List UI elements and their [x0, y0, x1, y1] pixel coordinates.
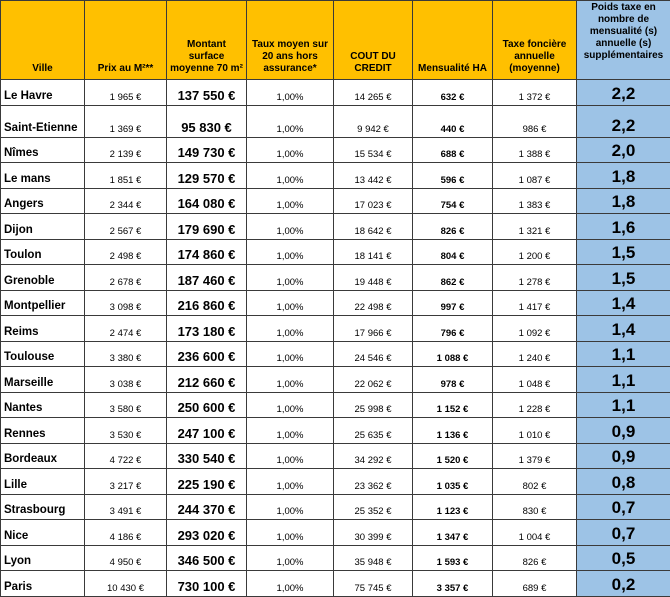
cell-mensualite: 1 136 €	[413, 418, 493, 444]
table-row	[1, 105, 670, 137]
cell-montant: 730 100 €	[167, 571, 247, 597]
cell-ville: Nice	[1, 520, 85, 546]
cell-taux: 1,00%	[247, 290, 334, 316]
cell-taxe: 1 004 €	[493, 520, 577, 546]
cell-prix: 2 344 €	[85, 188, 167, 214]
cell-montant: 216 860 €	[167, 290, 247, 316]
cell-prix: 3 491 €	[85, 494, 167, 520]
cell-taux: 1,00%	[247, 494, 334, 520]
cell-taux: 1,00%	[247, 341, 334, 367]
cell-mensualite: 997 €	[413, 290, 493, 316]
table-row	[1, 290, 670, 316]
cell-taux: 1,00%	[247, 520, 334, 546]
cell-ville: Nîmes	[1, 137, 85, 163]
cell-taxe: 826 €	[493, 545, 577, 571]
cell-mensualite: 632 €	[413, 80, 493, 106]
table-row	[1, 137, 670, 163]
cell-taxe: 1 087 €	[493, 163, 577, 189]
cell-poids: 1,5	[577, 239, 670, 265]
table-row	[1, 494, 670, 520]
cell-poids: 0,7	[577, 520, 670, 546]
cell-ville: Toulouse	[1, 341, 85, 367]
cell-poids: 1,4	[577, 290, 670, 316]
cell-taxe: 802 €	[493, 469, 577, 495]
cell-taxe: 1 010 €	[493, 418, 577, 444]
cell-mensualite: 1 520 €	[413, 443, 493, 469]
cell-prix: 1 851 €	[85, 163, 167, 189]
cell-mensualite: 862 €	[413, 265, 493, 291]
cell-mensualite: 1 152 €	[413, 392, 493, 418]
cell-prix: 2 678 €	[85, 265, 167, 291]
cell-prix: 2 498 €	[85, 239, 167, 265]
cell-montant: 129 570 €	[167, 163, 247, 189]
cell-mensualite: 1 347 €	[413, 520, 493, 546]
cell-montant: 247 100 €	[167, 418, 247, 444]
table-row	[1, 341, 670, 367]
cell-taxe: 1 379 €	[493, 443, 577, 469]
header-taux: Taux moyen sur 20 ans hors assurance*	[247, 1, 334, 80]
cell-taxe: 1 200 €	[493, 239, 577, 265]
cell-prix: 3 098 €	[85, 290, 167, 316]
cell-cout: 19 448 €	[334, 265, 413, 291]
cell-taxe: 1 240 €	[493, 341, 577, 367]
cell-taxe: 1 092 €	[493, 316, 577, 342]
table-row	[1, 392, 670, 418]
cell-cout: 24 546 €	[334, 341, 413, 367]
cell-poids: 1,1	[577, 367, 670, 393]
cell-cout: 25 635 €	[334, 418, 413, 444]
cell-taux: 1,00%	[247, 188, 334, 214]
table-row	[1, 367, 670, 393]
header-mensualite: Mensualité HA	[413, 1, 493, 80]
cell-poids: 1,6	[577, 214, 670, 240]
cell-ville: Paris	[1, 571, 85, 597]
cell-montant: 250 600 €	[167, 392, 247, 418]
cell-cout: 14 265 €	[334, 80, 413, 106]
cell-ville: Reims	[1, 316, 85, 342]
cell-ville: Saint-Etienne	[1, 105, 85, 137]
cell-taxe: 830 €	[493, 494, 577, 520]
cell-taux: 1,00%	[247, 469, 334, 495]
cell-montant: 187 460 €	[167, 265, 247, 291]
cell-taux: 1,00%	[247, 545, 334, 571]
cell-montant: 244 370 €	[167, 494, 247, 520]
header-cout: COUT DU CREDIT	[334, 1, 413, 80]
cell-montant: 179 690 €	[167, 214, 247, 240]
cell-prix: 1 965 €	[85, 80, 167, 106]
cell-prix: 10 430 €	[85, 571, 167, 597]
cell-prix: 2 567 €	[85, 214, 167, 240]
header-prix: Prix au M²**	[85, 1, 167, 80]
cell-taux: 1,00%	[247, 418, 334, 444]
cell-taxe: 1 417 €	[493, 290, 577, 316]
cell-montant: 225 190 €	[167, 469, 247, 495]
cell-cout: 9 942 €	[334, 105, 413, 137]
table-row	[1, 163, 670, 189]
cell-ville: Nantes	[1, 392, 85, 418]
cell-mensualite: 978 €	[413, 367, 493, 393]
cell-montant: 173 180 €	[167, 316, 247, 342]
cell-poids: 0,9	[577, 443, 670, 469]
cell-mensualite: 1 035 €	[413, 469, 493, 495]
cell-cout: 18 642 €	[334, 214, 413, 240]
header-row	[1, 1, 670, 80]
cell-taux: 1,00%	[247, 265, 334, 291]
cell-taux: 1,00%	[247, 367, 334, 393]
cell-cout: 34 292 €	[334, 443, 413, 469]
cell-prix: 4 722 €	[85, 443, 167, 469]
cell-taxe: 1 228 €	[493, 392, 577, 418]
cell-poids: 1,8	[577, 163, 670, 189]
cell-cout: 30 399 €	[334, 520, 413, 546]
cell-mensualite: 596 €	[413, 163, 493, 189]
cell-ville: Bordeaux	[1, 443, 85, 469]
header-taxe: Taxe foncière annuelle (moyenne)	[493, 1, 577, 80]
table-row	[1, 443, 670, 469]
cell-taux: 1,00%	[247, 137, 334, 163]
cell-ville: Rennes	[1, 418, 85, 444]
cell-cout: 22 498 €	[334, 290, 413, 316]
cell-cout: 23 362 €	[334, 469, 413, 495]
cell-montant: 330 540 €	[167, 443, 247, 469]
cell-prix: 3 580 €	[85, 392, 167, 418]
cell-prix: 1 369 €	[85, 105, 167, 137]
header-ville: Ville	[1, 1, 85, 80]
cell-prix: 4 186 €	[85, 520, 167, 546]
cell-poids: 2,2	[577, 105, 670, 137]
cell-mensualite: 1 123 €	[413, 494, 493, 520]
table-row	[1, 545, 670, 571]
table-row	[1, 469, 670, 495]
cell-prix: 3 380 €	[85, 341, 167, 367]
cell-cout: 75 745 €	[334, 571, 413, 597]
table-row	[1, 214, 670, 240]
cell-poids: 1,4	[577, 316, 670, 342]
cell-mensualite: 796 €	[413, 316, 493, 342]
cell-ville: Montpellier	[1, 290, 85, 316]
cell-taux: 1,00%	[247, 443, 334, 469]
table-row	[1, 188, 670, 214]
cell-prix: 4 950 €	[85, 545, 167, 571]
cell-taux: 1,00%	[247, 214, 334, 240]
cell-poids: 2,2	[577, 80, 670, 106]
table-row	[1, 571, 670, 597]
cell-poids: 0,5	[577, 545, 670, 571]
cell-poids: 1,1	[577, 392, 670, 418]
cell-cout: 17 966 €	[334, 316, 413, 342]
cell-mensualite: 826 €	[413, 214, 493, 240]
cell-ville: Angers	[1, 188, 85, 214]
cell-ville: Le Havre	[1, 80, 85, 106]
cell-ville: Toulon	[1, 239, 85, 265]
cell-cout: 17 023 €	[334, 188, 413, 214]
cell-taxe: 1 048 €	[493, 367, 577, 393]
cell-taux: 1,00%	[247, 392, 334, 418]
cell-ville: Le mans	[1, 163, 85, 189]
cell-taxe: 1 321 €	[493, 214, 577, 240]
table-body	[1, 80, 670, 597]
cell-ville: Lyon	[1, 545, 85, 571]
cell-mensualite: 3 357 €	[413, 571, 493, 597]
cell-taxe: 689 €	[493, 571, 577, 597]
table-row	[1, 520, 670, 546]
table-row	[1, 239, 670, 265]
cell-taxe: 986 €	[493, 105, 577, 137]
cell-cout: 25 352 €	[334, 494, 413, 520]
cell-mensualite: 754 €	[413, 188, 493, 214]
cell-taxe: 1 383 €	[493, 188, 577, 214]
cell-poids: 2,0	[577, 137, 670, 163]
cell-taxe: 1 388 €	[493, 137, 577, 163]
cell-poids: 0,7	[577, 494, 670, 520]
cell-montant: 174 860 €	[167, 239, 247, 265]
cell-ville: Strasbourg	[1, 494, 85, 520]
cell-prix: 2 474 €	[85, 316, 167, 342]
cell-montant: 149 730 €	[167, 137, 247, 163]
cell-ville: Marseille	[1, 367, 85, 393]
cell-montant: 212 660 €	[167, 367, 247, 393]
table-row	[1, 418, 670, 444]
cell-prix: 3 217 €	[85, 469, 167, 495]
cell-montant: 137 550 €	[167, 80, 247, 106]
cell-ville: Lille	[1, 469, 85, 495]
cell-taux: 1,00%	[247, 105, 334, 137]
header-montant: Montant surface moyenne 70 m²	[167, 1, 247, 80]
cell-taux: 1,00%	[247, 571, 334, 597]
table-row	[1, 316, 670, 342]
cell-cout: 13 442 €	[334, 163, 413, 189]
cell-poids: 1,1	[577, 341, 670, 367]
cell-prix: 2 139 €	[85, 137, 167, 163]
cell-ville: Grenoble	[1, 265, 85, 291]
cell-taux: 1,00%	[247, 239, 334, 265]
cell-poids: 0,2	[577, 571, 670, 597]
cell-montant: 346 500 €	[167, 545, 247, 571]
cell-montant: 95 830 €	[167, 105, 247, 137]
cell-mensualite: 688 €	[413, 137, 493, 163]
cell-taxe: 1 372 €	[493, 80, 577, 106]
cell-prix: 3 038 €	[85, 367, 167, 393]
cell-ville: Dijon	[1, 214, 85, 240]
cell-mensualite: 440 €	[413, 105, 493, 137]
cell-mensualite: 1 088 €	[413, 341, 493, 367]
cell-mensualite: 804 €	[413, 239, 493, 265]
cell-poids: 1,8	[577, 188, 670, 214]
cell-cout: 35 948 €	[334, 545, 413, 571]
cell-poids: 0,9	[577, 418, 670, 444]
cell-poids: 1,5	[577, 265, 670, 291]
cell-poids: 0,8	[577, 469, 670, 495]
cell-cout: 22 062 €	[334, 367, 413, 393]
cell-taux: 1,00%	[247, 80, 334, 106]
table-row	[1, 80, 670, 106]
table-header	[1, 1, 670, 80]
cell-taxe: 1 278 €	[493, 265, 577, 291]
cell-montant: 236 600 €	[167, 341, 247, 367]
cell-mensualite: 1 593 €	[413, 545, 493, 571]
cell-montant: 293 020 €	[167, 520, 247, 546]
header-poids: Poids taxe en nombre de mensualité (s) annuelle (s) supplémentaires	[577, 1, 670, 80]
table-row	[1, 265, 670, 291]
cell-cout: 18 141 €	[334, 239, 413, 265]
cell-prix: 3 530 €	[85, 418, 167, 444]
cell-cout: 15 534 €	[334, 137, 413, 163]
cell-cout: 25 998 €	[334, 392, 413, 418]
cell-taux: 1,00%	[247, 316, 334, 342]
cell-montant: 164 080 €	[167, 188, 247, 214]
cell-taux: 1,00%	[247, 163, 334, 189]
